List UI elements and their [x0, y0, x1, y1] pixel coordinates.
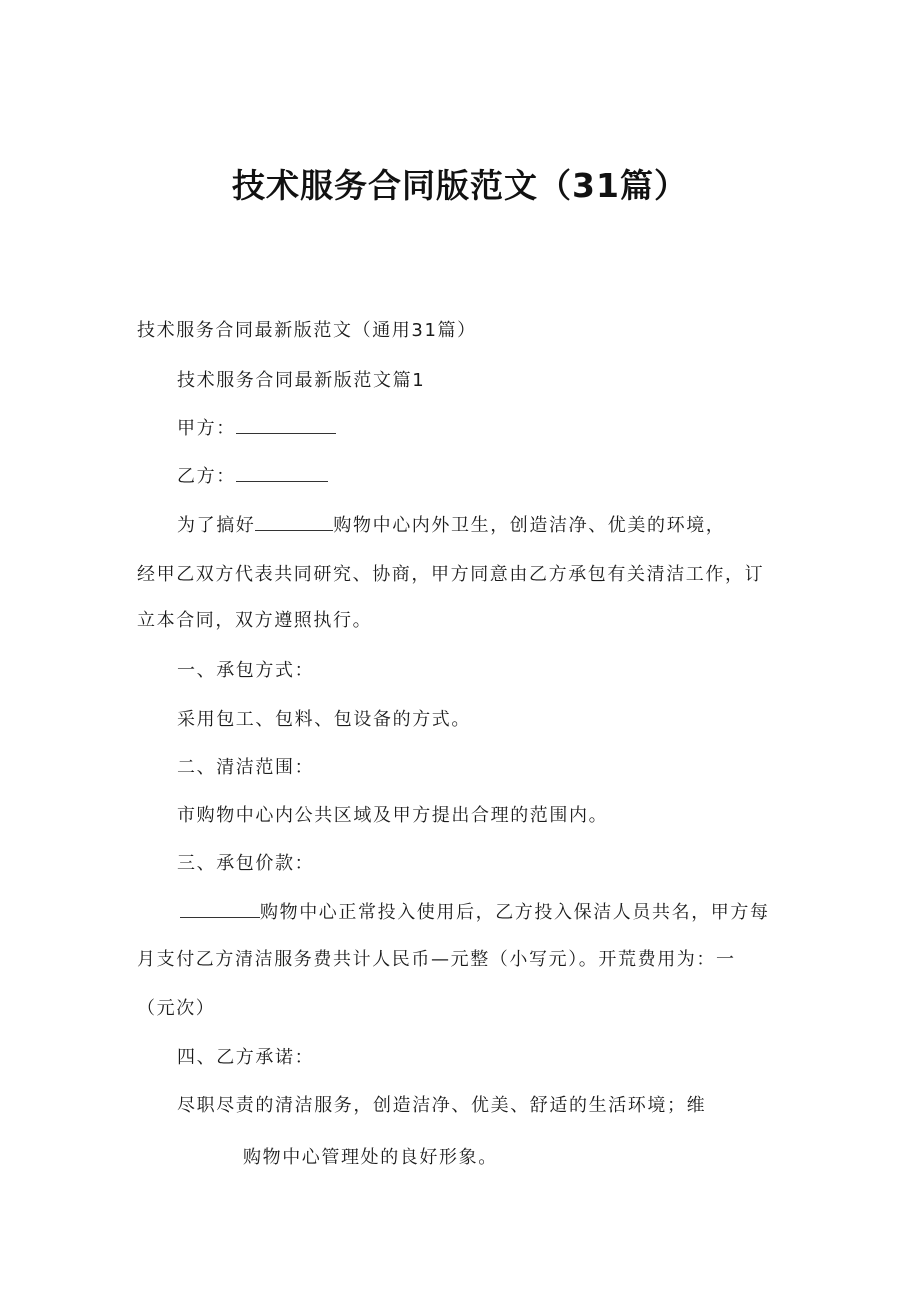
clause-2-body: 市购物中心内公共区域及甲方提出合理的范围内。 — [177, 805, 609, 826]
clause-4-heading: 四、乙方承诺： — [177, 1047, 315, 1068]
clause-4-line-1: 尽职尽责的清洁服务，创造洁净、优美、舒适的生活环境；维 — [177, 1095, 707, 1116]
clause-2-heading: 二、清洁范围： — [177, 757, 315, 778]
party-a-label: 甲方： — [177, 418, 236, 439]
party-a-line — [177, 414, 336, 440]
intro-prefix: 为了搞好 — [177, 515, 256, 536]
party-a-blank — [236, 417, 336, 434]
mall-name-blank-2 — [180, 901, 260, 918]
mall-name-blank — [255, 514, 333, 531]
intro-line-1 — [177, 511, 725, 537]
intro-line-3: 立本合同，双方遵照执行。 — [137, 610, 373, 631]
section-heading: 技术服务合同最新版范文篇1 — [177, 370, 426, 391]
party-b-label: 乙方： — [177, 466, 236, 487]
clause-3-line-1 — [180, 898, 770, 924]
clause-1-heading: 一、承包方式： — [177, 660, 315, 681]
clause-1-body: 采用包工、包料、包设备的方式。 — [177, 709, 471, 730]
clause-4-line-2: 购物中心管理处的良好形象。 — [243, 1147, 498, 1168]
clause-3-line-3: （元次） — [137, 998, 216, 1019]
clause-3-body-1: 购物中心正常投入使用后，乙方投入保洁人员共名，甲方每 — [260, 902, 770, 923]
clause-3-line-2: 月支付乙方清洁服务费共计人民币—元整（小写元）。开荒费用为：一 — [137, 949, 736, 970]
clause-3-heading: 三、承包价款： — [177, 853, 315, 874]
document-title: 技术服务合同版范文（31篇） — [232, 166, 688, 205]
document-subtitle: 技术服务合同最新版范文（通用31篇） — [137, 320, 477, 341]
intro-line-2: 经甲乙双方代表共同研究、协商，甲方同意由乙方承包有关清洁工作，订 — [137, 564, 765, 585]
party-b-line — [177, 462, 328, 488]
party-b-blank — [236, 465, 328, 482]
intro-suffix: 购物中心内外卫生，创造洁净、优美的环境， — [333, 515, 726, 536]
